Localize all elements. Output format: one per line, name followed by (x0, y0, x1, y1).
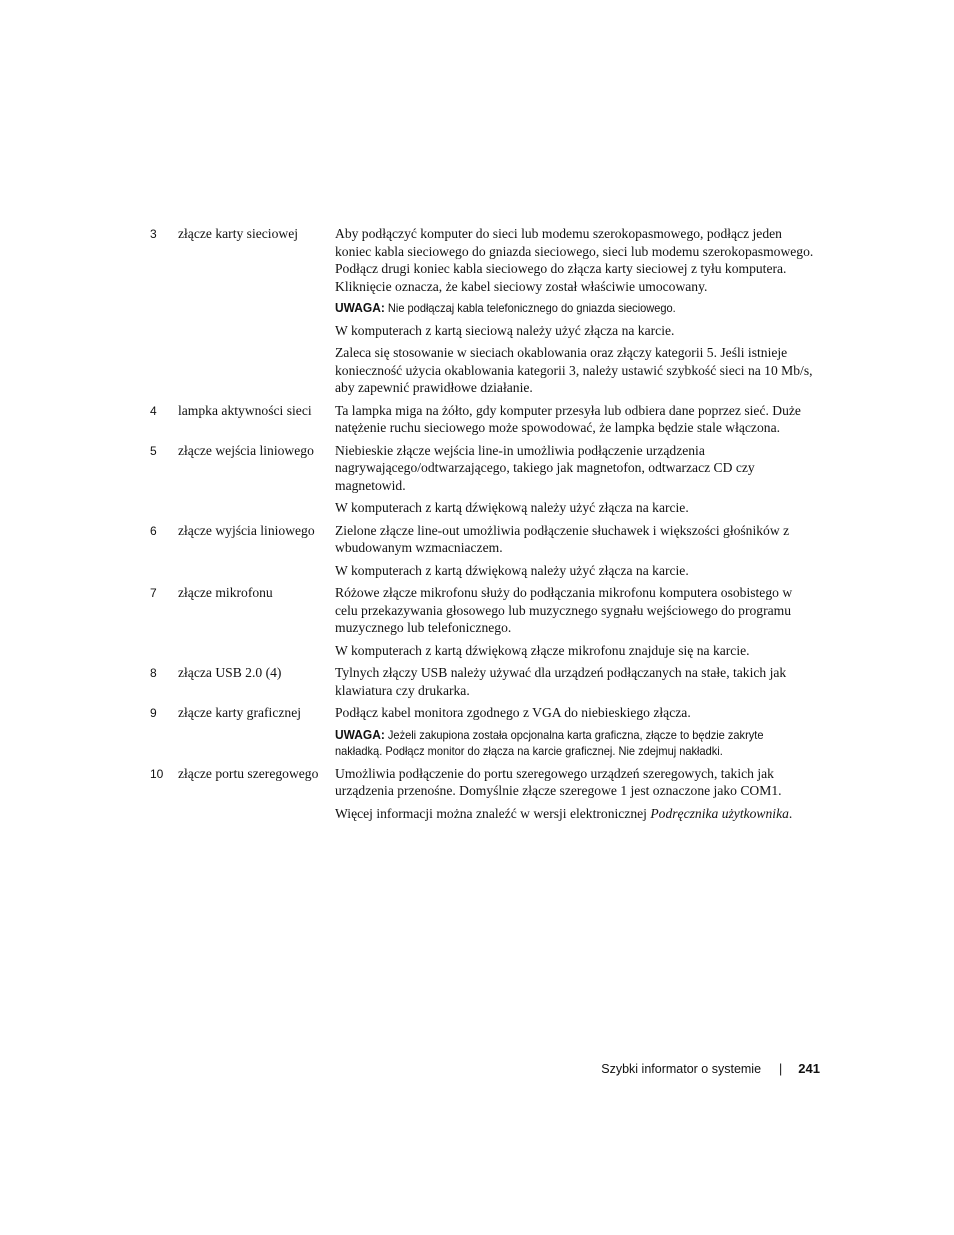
item-name: złącze karty sieciowej (178, 226, 299, 241)
item-number: 4 (150, 403, 157, 418)
connector-table (150, 225, 815, 822)
note-label: UWAGA: (335, 726, 385, 742)
manual-title: Podręcznika użytkownika (650, 805, 789, 821)
item-number: 10 (150, 766, 164, 781)
description-text: Więcej informacji można znaleźć w wersji elektronicznej (335, 805, 651, 821)
description-paragraph: Tylnych złączy USB należy używać dla urządzeń podłączanych na stałe, takich jak klawiatura czy drukarka. (335, 665, 787, 698)
item-name: złącze wejścia liniowego (178, 442, 314, 458)
description-paragraph: Umożliwia podłączenie do portu szeregowego urządzeń szeregowych, takich jak urządzenia przenośne. Domyślnie złącze szeregowe 1 jest oznaczone jako COM1. (335, 765, 782, 798)
page-number: 241 (798, 1061, 820, 1076)
footer-divider: | (779, 1061, 783, 1076)
item-name: złącze mikrofonu (178, 585, 273, 600)
item-description (335, 522, 815, 580)
table-row (150, 765, 815, 823)
note-text: Nie podłączaj kabla telefonicznego do gniazda sieciowego. (384, 301, 676, 315)
description-paragraph: Podłącz kabel monitora zgodnego z VGA do niebieskiego złącza. (335, 705, 691, 720)
table-row (150, 442, 815, 517)
description-paragraph: Aby podłączyć komputer do sieci lub modemu szerokopasmowego, podłącz jeden koniec kabla sieciowego do gniazda sieciowego, sieci lub modemu szerokopasmowego. Podłącz drugi koniec kabla sieciowego do złącza karty sieciowej z tyłu komputera. Kliknięcie oznacza, że kabel sieciowy został właściwie umocowany. (335, 226, 814, 294)
item-number: 3 (150, 227, 157, 241)
description-paragraph: W komputerach z kartą dźwiękową złącze mikrofonu znajduje się na karcie. (335, 642, 750, 658)
item-number: 5 (150, 443, 157, 458)
table-row (150, 225, 815, 397)
description-text-end: . (788, 805, 793, 821)
note-text: Jeżeli zakupiona została opcjonalna karta graficzna, złącze to będzie zakryte nakładką. Podłącz monitor do złącza na karcie graficznej. Nie zdejmuj nakładki. (335, 727, 764, 758)
description-paragraph: W komputerach z kartą dźwiękową należy użyć złącza na karcie. (335, 500, 689, 515)
item-description (335, 584, 815, 659)
description-paragraph (335, 805, 815, 823)
note-label: UWAGA: (335, 300, 385, 315)
description-paragraph: Różowe złącze mikrofonu służy do podłączania mikrofonu komputera osobistego w celu przekazywania głosowego lub muzycznego sygnału wejściowego do programu muzycznego lub telefonicznego. (335, 585, 793, 635)
description-paragraph: Zielone złącze line-out umożliwia podłączenie słuchawek i większości głośników z wbudowanym wzmacniaczem. (335, 522, 790, 555)
table-row (150, 664, 815, 699)
page-footer (560, 1061, 820, 1076)
item-number: 8 (150, 666, 157, 680)
table-row (150, 584, 815, 659)
description-paragraph: Zaleca się stosowanie w sieciach okablowania oraz złączy kategorii 5. Jeśli istnieje konieczność użycia okablowania kategorii 3, należy ustawić szybkość sieci na 10 Mb/s, aby zapewnić prawidłowe działanie. (335, 345, 813, 395)
item-number: 9 (150, 706, 157, 720)
item-description (335, 664, 815, 699)
item-name: lampka aktywności sieci (178, 402, 312, 418)
description-paragraph: W komputerach z kartą dźwiękową należy użyć złącza na karcie. (335, 562, 689, 578)
item-description (335, 225, 815, 397)
table-row (150, 402, 815, 437)
item-number: 7 (150, 586, 157, 600)
description-paragraph: Niebieskie złącze wejścia line-in umożliwia podłączenie urządzenia nagrywającego/odtwarzającego, takiego jak magnetofon, odtwarzacz CD czy magnetowid. (335, 442, 755, 493)
item-description (335, 442, 815, 517)
description-paragraph: W komputerach z kartą sieciową należy użyć złącza na karcie. (335, 322, 675, 338)
table-row (150, 522, 815, 580)
footer-section-title: Szybki informator o systemie (601, 1061, 762, 1076)
table-row (150, 704, 815, 760)
item-name: złącze portu szeregowego (178, 765, 319, 781)
item-name: złącze karty graficznej (178, 705, 302, 720)
item-description (335, 704, 815, 760)
item-description (335, 765, 815, 823)
note-paragraph (335, 727, 812, 760)
item-description (335, 402, 815, 437)
item-number: 6 (150, 523, 157, 538)
item-name: złącza USB 2.0 (4) (178, 665, 282, 680)
note-paragraph (335, 300, 812, 317)
description-paragraph: Ta lampka miga na żółto, gdy komputer przesyła lub odbiera dane poprzez sieć. Duże natężenie ruchu sieciowego może spowodować, że lampka będzie stale włączona. (335, 402, 801, 435)
item-name: złącze wyjścia liniowego (178, 522, 315, 538)
